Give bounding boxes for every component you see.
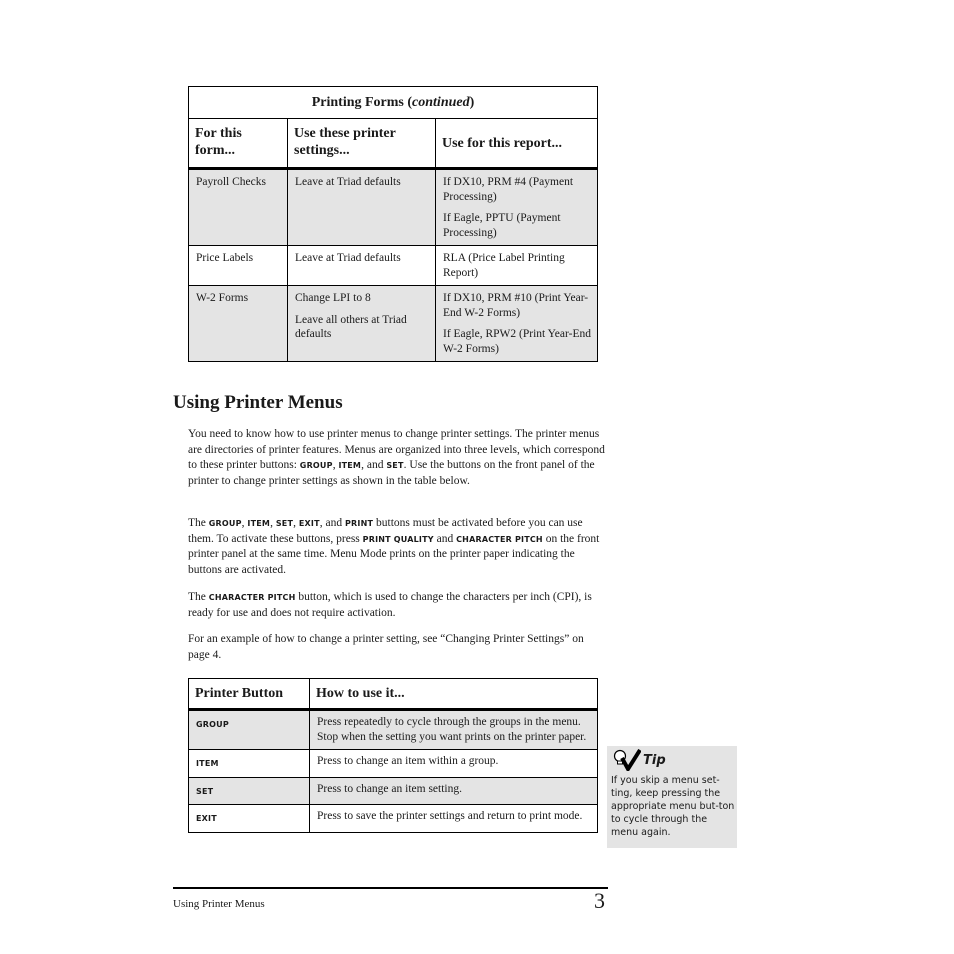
column-header: Use for this report... — [436, 119, 598, 169]
report-cell: If DX10, PRM #10 (Print Year-End W-2 Forms) If Eagle, RPW2 (Print Year-End W-2 Forms) — [436, 286, 598, 362]
table-header-row — [189, 679, 598, 710]
lightbulb-check-icon — [611, 749, 641, 771]
column-header: Printer Button — [189, 679, 310, 710]
footer-rule — [173, 887, 608, 889]
usage-cell: Press to save the printer settings and return to print mode. — [310, 805, 598, 833]
table-row — [189, 169, 598, 246]
tip-text: If you skip a menu set-ting, keep pressing the appropriate menu but-ton to cycle through the menu again. — [611, 775, 735, 838]
button-cell: ITEM — [189, 750, 310, 778]
table-row — [189, 750, 598, 778]
body-paragraph: You need to know how to use printer menus to change printer settings. The printer menus are directories of printer features. Menus are organized into three levels, which correspond to these printer buttons: GROUP, ITEM, and SET. Use the buttons on the front panel of the printer to change printer settings as shown in the table below. — [188, 428, 605, 487]
column-header: For this form... — [189, 119, 288, 169]
table-row — [189, 805, 598, 833]
body-paragraph: The CHARACTER PITCH button, which is used to change the characters per inch (CPI), is ready for use and does not require activation. — [188, 591, 592, 619]
form-cell: Payroll Checks — [189, 169, 288, 246]
body-paragraph: The GROUP, ITEM, SET, EXIT, and PRINT buttons must be activated before you can use them. To activate these buttons, press PRINT QUALITY and CHARACTER PITCH on the front printer panel at the same time. Menu Mode prints on the printer paper indicating the buttons are activated. — [188, 517, 600, 576]
printer-buttons-table — [188, 678, 598, 833]
form-cell: Price Labels — [189, 246, 288, 286]
report-cell: If DX10, PRM #4 (Payment Processing) If Eagle, PPTU (Payment Processing) — [436, 169, 598, 246]
report-cell: RLA (Price Label Printing Report) — [436, 246, 598, 286]
settings-cell: Change LPI to 8 Leave all others at Triad defaults — [288, 286, 436, 362]
table-row — [189, 710, 598, 750]
page-number: 3 — [594, 888, 605, 913]
table-row — [189, 286, 598, 362]
button-cell: EXIT — [189, 805, 310, 833]
footer-title: Using Printer Menus — [173, 898, 265, 910]
button-cell: GROUP — [189, 710, 310, 750]
settings-cell: Leave at Triad defaults — [288, 169, 436, 246]
column-header: How to use it... — [310, 679, 598, 710]
table-header-row — [189, 119, 598, 169]
button-cell: SET — [189, 777, 310, 805]
table-title: Printing Forms (continued) — [189, 87, 598, 119]
usage-cell: Press to change an item within a group. — [310, 750, 598, 778]
table-row — [189, 777, 598, 805]
tip-title: Tip — [643, 753, 666, 768]
section-heading: Using Printer Menus — [173, 392, 343, 413]
form-cell: W-2 Forms — [189, 286, 288, 362]
table-row — [189, 246, 598, 286]
body-paragraph: For an example of how to change a printer setting, see “Changing Printer Settings” on page 4. — [188, 633, 584, 661]
settings-cell: Leave at Triad defaults — [288, 246, 436, 286]
usage-cell: Press repeatedly to cycle through the groups in the menu. Stop when the setting you want prints on the printer paper. — [310, 710, 598, 750]
usage-cell: Press to change an item setting. — [310, 777, 598, 805]
tip-box — [607, 746, 737, 848]
column-header: Use these printer settings... — [288, 119, 436, 169]
printing-forms-table — [188, 86, 598, 362]
